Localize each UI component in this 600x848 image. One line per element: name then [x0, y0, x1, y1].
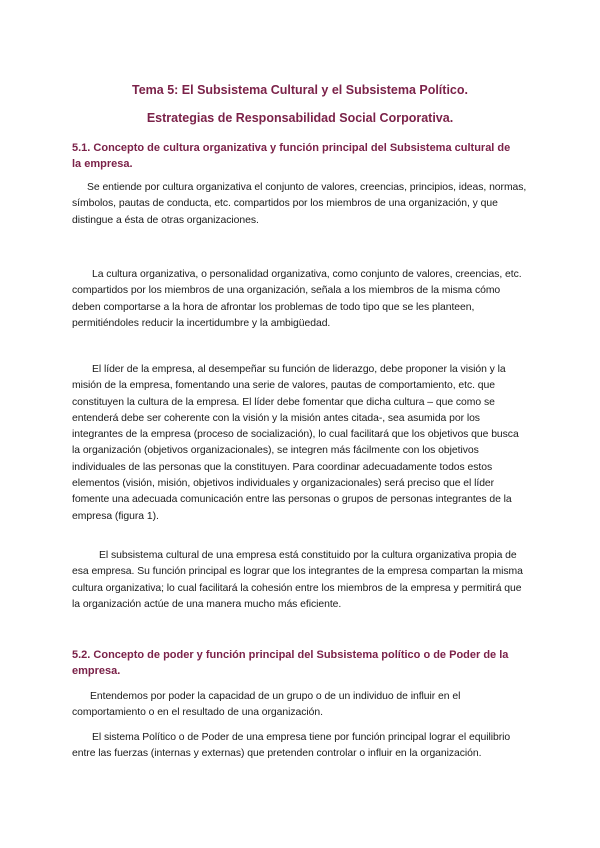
- section-1-paragraph-1: Se entiende por cultura organizativa el conjunto de valores, creencias, principios, ideas, normas, símbolos, pautas de conducta, etc. compartidos por los miembros de una organización, y que distingue a ésta de otras organizaciones.: [72, 182, 527, 226]
- section-2-paragraph-2: El sistema Político o de Poder de una empresa tiene por función principal lograr el equilibrio entre las fuerzas (internas y externas) que pretenden controlar o influir en la organización.: [72, 732, 511, 760]
- section-2-paragraph-1: Entendemos por poder la capacidad de un grupo o de un individuo de influir en el comportamiento o en el resultado de una organización.: [72, 691, 461, 719]
- section-1-paragraph-2: La cultura organizativa, o personalidad organizativa, como conjunto de valores, creencias, etc. compartidos por los miembros de una organización, señala a los miembros de la misma cómo deben comportarse a la hora de afrontar los problemas de todo tipo que se les planteen, permitiéndoles reducir la incertidumbre y la ambigüedad.: [72, 269, 522, 329]
- section-2-heading: 5.2. Concepto de poder y función principal del Subsistema político o de Poder de la empresa.: [72, 649, 509, 677]
- document-subtitle: Estrategias de Responsabilidad Social Corporativa.: [146, 111, 454, 125]
- document-title: Tema 5: El Subsistema Cultural y el Subsistema Político.: [132, 83, 468, 97]
- section-1-paragraph-4: El subsistema cultural de una empresa está constituido por la cultura organizativa propia de esa empresa. Su función principal es lograr que los integrantes de la empresa compartan la misma cultura organizativa; lo cual facilitará la cohesión entre los miembros de la empresa y permitirá que la organización actúe de una manera mucho más eficiente.: [72, 550, 523, 610]
- section-1-heading: 5.1. Concepto de cultura organizativa y función principal del Subsistema cultural de la empresa.: [72, 142, 511, 170]
- section-1-paragraph-3: El líder de la empresa, al desempeñar su función de liderazgo, debe proponer la visión y la misión de la empresa, fomentando una serie de valores, pautas de comportamiento, etc. que constituyen la cultura de la empresa. El líder debe fomentar que dicha cultura – que como se entenderá debe ser coherente con la visión y la misión antes citada-, sea asumida por los integrantes de la empresa (proceso de socialización), lo cual facilitará que los objetivos que busca la organización (objetivos organizacionales), se integren más fácilmente con los objetivos individuales de las personas que la constituyen. Para coordinar adecuadamente todos estos elementos (visión, misión, objetivos individuales y organizacionales) será preciso que el líder fomente una adecuada comunicación entre las personas o grupos de personas integrantes de la empresa (figura 1).: [72, 364, 519, 522]
